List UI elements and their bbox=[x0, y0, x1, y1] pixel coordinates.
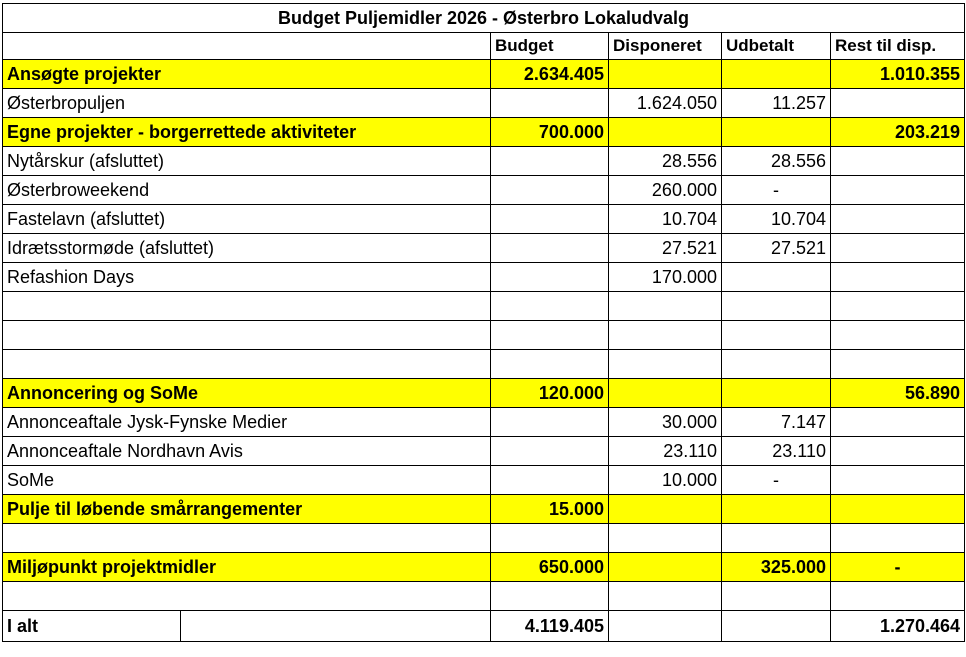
label-cell[interactable] bbox=[3, 350, 491, 379]
disponeret-cell[interactable] bbox=[609, 524, 722, 553]
table-row bbox=[3, 89, 965, 118]
budget-cell[interactable] bbox=[491, 350, 609, 379]
rest-cell[interactable] bbox=[831, 292, 965, 321]
budget-cell[interactable]: 2.634.405 bbox=[491, 60, 609, 89]
label-cell[interactable] bbox=[3, 524, 491, 553]
budget-cell[interactable]: 15.000 bbox=[491, 495, 609, 524]
budget-table bbox=[2, 3, 965, 642]
rest-cell[interactable]: 1.010.355 bbox=[831, 60, 965, 89]
total-rest[interactable]: 1.270.464 bbox=[831, 611, 965, 642]
rest-cell[interactable] bbox=[831, 234, 965, 263]
disponeret-cell[interactable]: 1.624.050 bbox=[609, 89, 722, 118]
budget-cell[interactable] bbox=[491, 234, 609, 263]
total-row bbox=[3, 611, 965, 642]
budget-cell[interactable]: 120.000 bbox=[491, 379, 609, 408]
rest-cell[interactable] bbox=[831, 437, 965, 466]
budget-cell[interactable] bbox=[491, 263, 609, 292]
budget-cell[interactable] bbox=[491, 524, 609, 553]
table-row bbox=[3, 147, 965, 176]
label-cell[interactable]: Annoncering og SoMe bbox=[3, 379, 491, 408]
label-cell[interactable]: Fastelavn (afsluttet) bbox=[3, 205, 491, 234]
budget-cell[interactable]: 650.000 bbox=[491, 553, 609, 582]
udbetalt-cell[interactable] bbox=[722, 292, 831, 321]
table-row bbox=[3, 437, 965, 466]
column-header-row bbox=[3, 33, 965, 60]
rest-cell[interactable] bbox=[831, 205, 965, 234]
label-cell[interactable] bbox=[3, 321, 491, 350]
disponeret-cell[interactable] bbox=[609, 118, 722, 147]
disponeret-cell[interactable]: 23.110 bbox=[609, 437, 722, 466]
udbetalt-cell[interactable] bbox=[722, 350, 831, 379]
total-budget[interactable]: 4.119.405 bbox=[491, 611, 609, 642]
table-row bbox=[3, 234, 965, 263]
budget-cell[interactable] bbox=[491, 176, 609, 205]
disponeret-cell[interactable]: 27.521 bbox=[609, 234, 722, 263]
disponeret-cell[interactable] bbox=[609, 582, 722, 611]
udbetalt-cell[interactable] bbox=[722, 524, 831, 553]
label-cell[interactable] bbox=[3, 582, 491, 611]
udbetalt-cell[interactable]: 23.110 bbox=[722, 437, 831, 466]
label-cell[interactable]: Østerbroweekend bbox=[3, 176, 491, 205]
budget-cell[interactable] bbox=[491, 292, 609, 321]
rest-cell[interactable]: 56.890 bbox=[831, 379, 965, 408]
disponeret-cell[interactable]: 260.000 bbox=[609, 176, 722, 205]
header-label-cell[interactable] bbox=[3, 33, 491, 60]
disponeret-cell[interactable]: 170.000 bbox=[609, 263, 722, 292]
label-cell[interactable]: Østerbropuljen bbox=[3, 89, 491, 118]
budget-cell[interactable]: 700.000 bbox=[491, 118, 609, 147]
disponeret-cell[interactable]: 28.556 bbox=[609, 147, 722, 176]
empty-row bbox=[3, 350, 965, 379]
label-cell[interactable] bbox=[3, 292, 491, 321]
udbetalt-cell[interactable]: 11.257 bbox=[722, 89, 831, 118]
section-row-miljo bbox=[3, 553, 965, 582]
rest-cell[interactable] bbox=[831, 350, 965, 379]
total-disponeret[interactable] bbox=[609, 611, 722, 642]
label-cell[interactable]: SoMe bbox=[3, 466, 491, 495]
empty-row bbox=[3, 292, 965, 321]
header-udbetalt[interactable]: Udbetalt bbox=[722, 33, 831, 60]
disponeret-cell[interactable] bbox=[609, 495, 722, 524]
disponeret-cell[interactable] bbox=[609, 292, 722, 321]
budget-cell[interactable] bbox=[491, 89, 609, 118]
disponeret-cell[interactable]: 10.704 bbox=[609, 205, 722, 234]
label-cell[interactable]: Refashion Days bbox=[3, 263, 491, 292]
rest-cell[interactable]: 203.219 bbox=[831, 118, 965, 147]
udbetalt-cell[interactable] bbox=[722, 60, 831, 89]
empty-row bbox=[3, 582, 965, 611]
rest-cell[interactable]: - bbox=[831, 553, 965, 582]
budget-cell[interactable] bbox=[491, 582, 609, 611]
header-budget[interactable]: Budget bbox=[491, 33, 609, 60]
udbetalt-cell[interactable]: 10.704 bbox=[722, 205, 831, 234]
udbetalt-cell[interactable] bbox=[722, 321, 831, 350]
rest-cell[interactable] bbox=[831, 524, 965, 553]
udbetalt-cell[interactable]: - bbox=[722, 176, 831, 205]
table-row bbox=[3, 263, 965, 292]
disponeret-cell[interactable] bbox=[609, 321, 722, 350]
udbetalt-cell[interactable]: 27.521 bbox=[722, 234, 831, 263]
udbetalt-cell[interactable]: 325.000 bbox=[722, 553, 831, 582]
udbetalt-cell[interactable]: 7.147 bbox=[722, 408, 831, 437]
udbetalt-cell[interactable] bbox=[722, 379, 831, 408]
table-row bbox=[3, 408, 965, 437]
sheet-title[interactable]: Budget Puljemidler 2026 - Østerbro Lokaludvalg bbox=[3, 4, 965, 33]
rest-cell[interactable] bbox=[831, 147, 965, 176]
rest-cell[interactable] bbox=[831, 408, 965, 437]
empty-row bbox=[3, 321, 965, 350]
disponeret-cell[interactable]: 10.000 bbox=[609, 466, 722, 495]
table-row bbox=[3, 205, 965, 234]
label-cell[interactable]: Nytårskur (afsluttet) bbox=[3, 147, 491, 176]
rest-cell[interactable] bbox=[831, 495, 965, 524]
table-row bbox=[3, 176, 965, 205]
disponeret-cell[interactable] bbox=[609, 350, 722, 379]
label-cell[interactable]: Pulje til løbende smårrangementer bbox=[3, 495, 491, 524]
section-row-annoncering bbox=[3, 379, 965, 408]
udbetalt-cell[interactable] bbox=[722, 495, 831, 524]
label-cell[interactable]: Ansøgte projekter bbox=[3, 60, 491, 89]
empty-row bbox=[3, 524, 965, 553]
rest-cell[interactable] bbox=[831, 89, 965, 118]
total-udbetalt[interactable] bbox=[722, 611, 831, 642]
disponeret-cell[interactable]: 30.000 bbox=[609, 408, 722, 437]
header-disponeret[interactable]: Disponeret bbox=[609, 33, 722, 60]
table-row bbox=[3, 466, 965, 495]
rest-cell[interactable] bbox=[831, 582, 965, 611]
rest-cell[interactable] bbox=[831, 263, 965, 292]
header-rest[interactable]: Rest til disp. bbox=[831, 33, 965, 60]
label-cell[interactable]: Idrætsstormøde (afsluttet) bbox=[3, 234, 491, 263]
udbetalt-cell[interactable] bbox=[722, 263, 831, 292]
budget-cell[interactable] bbox=[491, 466, 609, 495]
total-label[interactable]: I alt bbox=[3, 611, 181, 642]
udbetalt-cell[interactable] bbox=[722, 118, 831, 147]
budget-cell[interactable] bbox=[491, 408, 609, 437]
rest-cell[interactable] bbox=[831, 176, 965, 205]
budget-cell[interactable] bbox=[491, 437, 609, 466]
udbetalt-cell[interactable]: 28.556 bbox=[722, 147, 831, 176]
total-spacer-cell[interactable] bbox=[181, 611, 491, 642]
disponeret-cell[interactable] bbox=[609, 553, 722, 582]
section-row-ansogte bbox=[3, 60, 965, 89]
budget-cell[interactable] bbox=[491, 321, 609, 350]
udbetalt-cell[interactable] bbox=[722, 582, 831, 611]
section-row-egne bbox=[3, 118, 965, 147]
budget-cell[interactable] bbox=[491, 205, 609, 234]
disponeret-cell[interactable] bbox=[609, 379, 722, 408]
rest-cell[interactable] bbox=[831, 466, 965, 495]
label-cell[interactable]: Egne projekter - borgerrettede aktiviteter bbox=[3, 118, 491, 147]
rest-cell[interactable] bbox=[831, 321, 965, 350]
disponeret-cell[interactable] bbox=[609, 60, 722, 89]
udbetalt-cell[interactable]: - bbox=[722, 466, 831, 495]
label-cell[interactable]: Miljøpunkt projektmidler bbox=[3, 553, 491, 582]
label-cell[interactable]: Annonceaftale Nordhavn Avis bbox=[3, 437, 491, 466]
label-cell[interactable]: Annonceaftale Jysk-Fynske Medier bbox=[3, 408, 491, 437]
budget-cell[interactable] bbox=[491, 147, 609, 176]
section-row-pulje bbox=[3, 495, 965, 524]
